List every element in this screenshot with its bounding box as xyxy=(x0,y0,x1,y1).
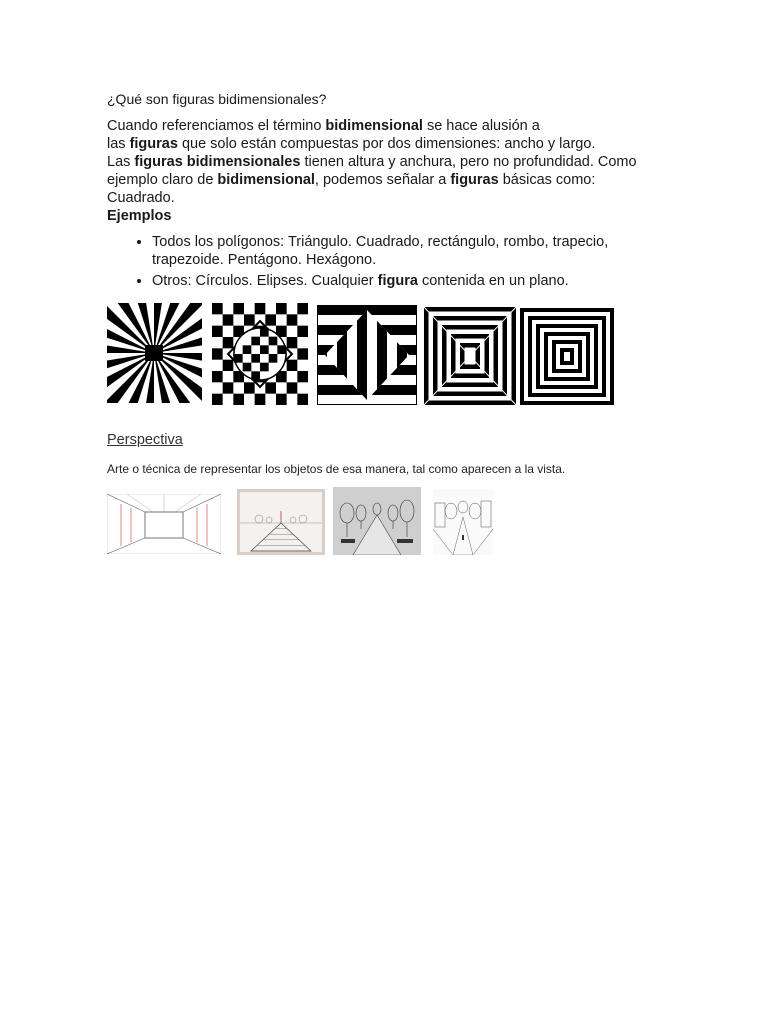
list-item-text: Todos los polígonos: Triángulo. Cuadrado, rectángulo, rombo, trapecio, trapezoide. Pentágono. Hexágono. xyxy=(152,234,609,268)
examples-list xyxy=(107,233,667,290)
perspective-road-image xyxy=(237,489,325,555)
perspective-tree-road-sketch-image xyxy=(333,487,421,555)
text-run: que solo están compuestas por dos dimensiones: ancho y largo. xyxy=(177,136,596,152)
op-art-gallery xyxy=(107,303,627,407)
document-body xyxy=(107,90,667,293)
examples-heading: Ejemplos xyxy=(107,208,172,224)
intro-paragraph-1 xyxy=(107,117,667,153)
text-run: tienen altura y anchura, pero no profundidad. Como ejemplo claro de xyxy=(107,154,637,188)
bold-term: bidimensional xyxy=(217,172,315,188)
text-run: Otros: Círculos. Elipses. Cualquier xyxy=(152,273,378,289)
op-art-radial-tunnel-image xyxy=(107,303,202,403)
perspective-gallery xyxy=(107,487,507,557)
bold-term: figuras bidimensionales xyxy=(134,154,301,170)
bold-term: figuras xyxy=(129,136,178,152)
op-art-checkerboard-image xyxy=(212,303,308,405)
text-run: contenida en un plano. xyxy=(417,273,569,289)
text-run: se hace alusión a xyxy=(422,118,540,134)
op-art-concentric-squares-image xyxy=(520,308,614,405)
list-item xyxy=(152,272,667,290)
op-art-stripes-diamond-image xyxy=(317,305,417,405)
op-art-nested-squares-image xyxy=(424,307,516,405)
perspective-room-image xyxy=(107,494,221,554)
text-run: Cuando referenciamos el término xyxy=(107,118,326,134)
bold-term: figuras xyxy=(450,172,499,188)
bold-term: figura xyxy=(377,273,418,289)
text-run: , podemos señalar a xyxy=(314,172,451,188)
perspective-street-sketch-image xyxy=(433,489,493,555)
text-run: las xyxy=(107,136,130,152)
intro-paragraph-2 xyxy=(107,153,667,207)
page-title: ¿Qué son figuras bidimensionales? xyxy=(107,91,327,107)
text-run: básicas como: Cuadrado. xyxy=(107,172,596,206)
bold-term: bidimensional xyxy=(325,118,423,134)
list-item xyxy=(152,233,667,269)
perspectiva-heading: Perspectiva xyxy=(107,432,183,448)
text-run: Las xyxy=(107,154,135,170)
perspectiva-description: Arte o técnica de representar los objetos de esa manera, tal como aparecen a la vista. xyxy=(107,462,566,476)
